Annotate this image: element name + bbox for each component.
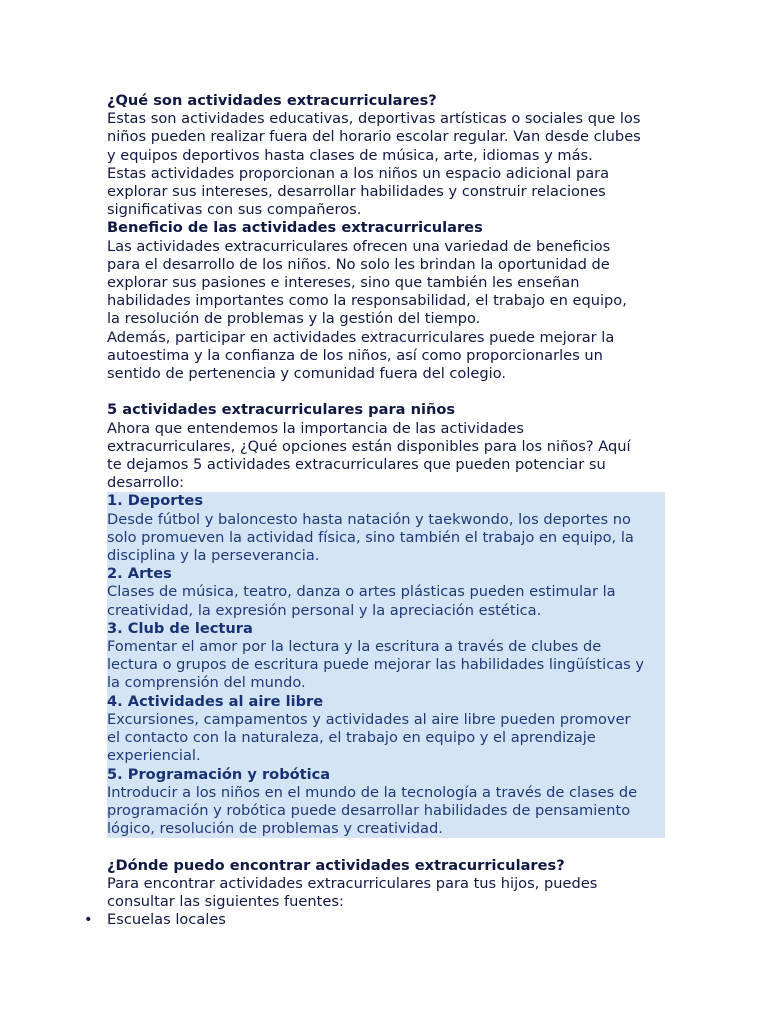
blank-line: [107, 383, 663, 401]
paragraph-line: y equipos deportivos hasta clases de música, arte, idiomas y más.: [107, 146, 593, 164]
bullet-text: Escuelas locales: [107, 911, 226, 929]
activity-title: 2. Artes: [107, 565, 172, 583]
activity-line: Clases de música, teatro, danza o artes plásticas pueden estimular la: [107, 583, 616, 601]
activity-line: Excursiones, campamentos y actividades al aire libre pueden promover: [107, 710, 631, 728]
paragraph-line: Además, participar en actividades extracurriculares puede mejorar la: [107, 328, 615, 346]
activity-line: lógico, resolución de problemas y creatividad.: [107, 820, 443, 838]
paragraph-line: sentido de pertenencia y comunidad fuera del colegio.: [107, 365, 507, 383]
section-five-activities: [107, 401, 663, 492]
activity-line: solo promueven la actividad física, sino también el trabajo en equipo, la: [107, 528, 634, 546]
activity-line: disciplina y la perseverancia.: [107, 547, 320, 565]
paragraph-line: extracurriculares, ¿Qué opciones están disponibles para los niños? Aquí: [107, 437, 631, 455]
section-heading: ¿Qué son actividades extracurriculares?: [107, 92, 437, 109]
paragraph-line: Ahora que entendemos la importancia de las actividades: [107, 419, 524, 437]
section-heading: 5 actividades extracurriculares para niños: [107, 401, 456, 419]
paragraph-line: significativas con sus compañeros.: [107, 201, 362, 219]
activity-item-programacion: [107, 766, 665, 839]
paragraph-line: Las actividades extracurriculares ofrecen una variedad de beneficios: [107, 237, 611, 255]
activity-line: lectura o grupos de escritura puede mejorar las habilidades lingüísticas y: [107, 656, 645, 674]
paragraph-line: niños pueden realizar fuera del horario escolar regular. Van desde clubes: [107, 128, 641, 146]
activity-line: Desde fútbol y baloncesto hasta natación y taekwondo, los deportes no: [107, 510, 631, 528]
activity-title: 4. Actividades al aire libre: [107, 692, 324, 710]
paragraph-line: Para encontrar actividades extracurriculares para tus hijos, puedes: [107, 874, 598, 892]
activity-title: 3. Club de lectura: [107, 619, 253, 637]
paragraph-line: desarrollo:: [107, 474, 185, 492]
activity-item-artes: [107, 565, 665, 620]
activity-line: programación y robótica puede desarrollar habilidades de pensamiento: [107, 801, 631, 819]
activity-item-club-lectura: [107, 620, 665, 693]
activity-line: Introducir a los niños en el mundo de la tecnología a través de clases de: [107, 783, 638, 801]
paragraph-line: habilidades importantes como la responsabilidad, el trabajo en equipo,: [107, 292, 627, 310]
blank-line: [107, 838, 663, 856]
paragraph-line: Estas son actividades educativas, deportivas artísticas o sociales que los: [107, 110, 641, 128]
document-page: [84, 92, 663, 929]
activity-line: Fomentar el amor por la lectura y la escritura a través de clubes de: [107, 638, 602, 656]
activity-item-aire-libre: [107, 693, 665, 766]
section-heading: Beneficio de las actividades extracurriculares: [107, 219, 483, 237]
activity-line: creatividad, la expresión personal y la apreciación estética.: [107, 601, 542, 619]
paragraph-line: te dejamos 5 actividades extracurriculares que pueden potenciar su: [107, 456, 606, 474]
section-what-are: [107, 92, 663, 219]
paragraph-line: consultar las siguientes fuentes:: [107, 892, 344, 910]
activity-item-deportes: [107, 492, 665, 565]
activity-line: la comprensión del mundo.: [107, 674, 306, 692]
activity-line: el contacto con la naturaleza, el trabajo en equipo y el aprendizaje: [107, 729, 596, 747]
section-where-to-find: [84, 856, 663, 930]
paragraph-line: Estas actividades proporcionan a los niños un espacio adicional para: [107, 164, 610, 182]
paragraph-line: explorar sus intereses, desarrollar habilidades y construir relaciones: [107, 183, 606, 201]
paragraph-line: la resolución de problemas y la gestión del tiempo.: [107, 310, 481, 328]
activity-line: experiencial.: [107, 747, 201, 765]
activities-highlight-block: [107, 492, 665, 838]
section-benefits: [107, 219, 663, 383]
bullet-icon: •: [84, 911, 93, 929]
paragraph-line: autoestima y la confianza de los niños, así como proporcionarles un: [107, 346, 603, 364]
paragraph-line: explorar sus pasiones e intereses, sino que también les enseñan: [107, 274, 580, 292]
bullet-list-item: [84, 911, 663, 929]
activity-title: 1. Deportes: [107, 492, 204, 510]
section-heading: ¿Dónde puedo encontrar actividades extracurriculares?: [107, 856, 565, 874]
paragraph-line: para el desarrollo de los niños. No solo les brindan la oportunidad de: [107, 255, 610, 273]
activity-title: 5. Programación y robótica: [107, 765, 331, 783]
